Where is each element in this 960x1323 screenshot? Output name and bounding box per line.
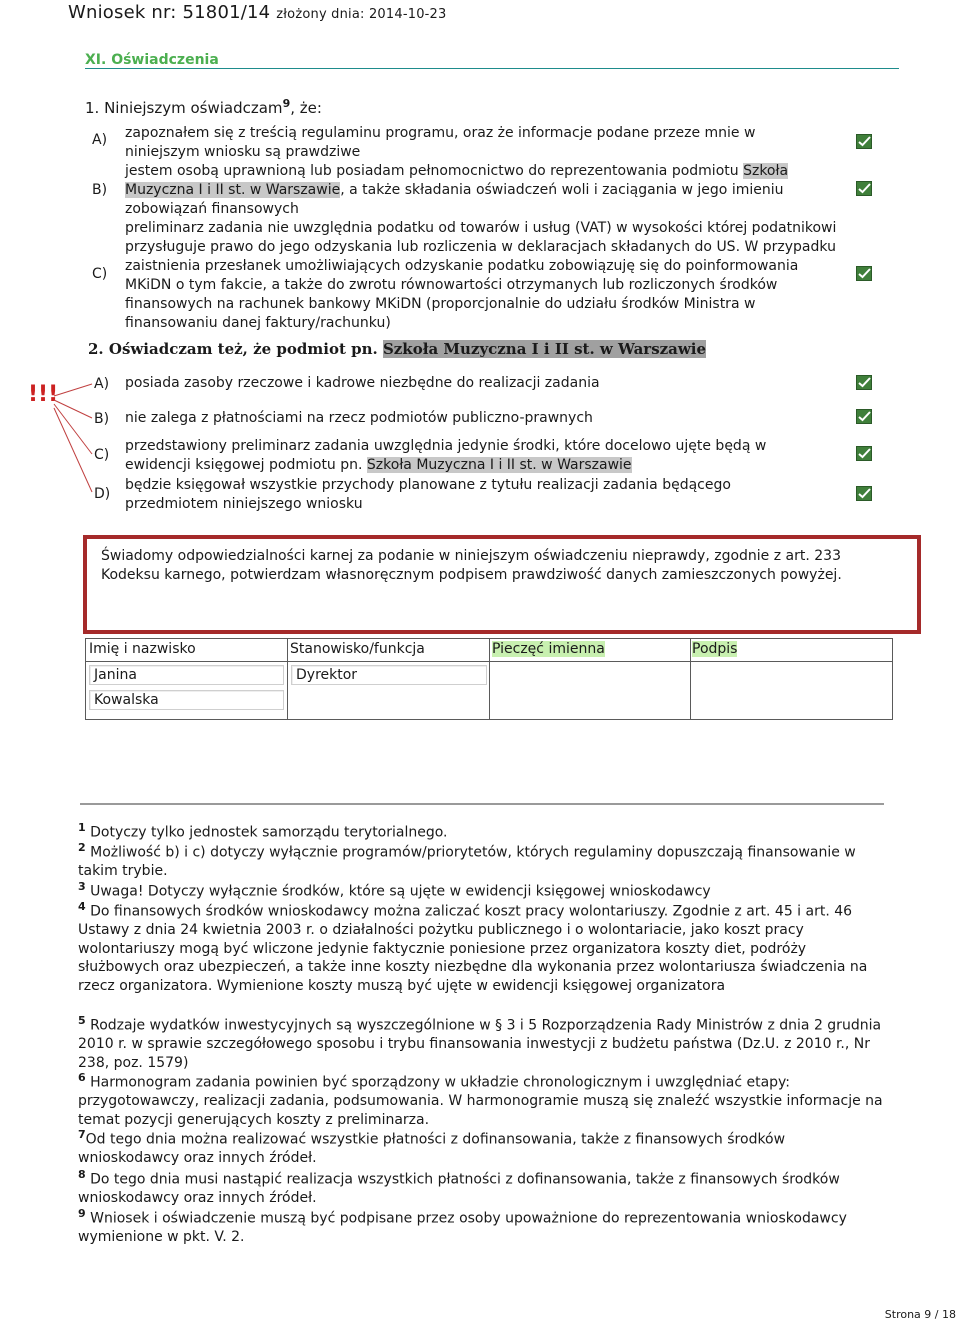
submission-date: złożony dnia: 2014-10-23 <box>276 7 447 22</box>
statement1-c-label: C) <box>92 266 108 282</box>
footnote-3: $^3$ Uwaga! Dotyczy wyłącznie środków, które są ujęte w ewidencji księgowej wnioskodawcy <box>78 880 711 900</box>
signature-table <box>85 638 893 720</box>
statement1-a-checkbox[interactable] <box>856 134 872 149</box>
footnote-7: $^7$Od tego dnia można realizować wszystkie płatności z dofinansowania, także z finansowych środków wnioskodawcy oraz innych źródeł. <box>78 1128 786 1167</box>
statement2-a-text: posiada zasoby rzeczowe i kadrowe niezbędne do realizacji zadania <box>125 375 600 391</box>
document-header <box>68 2 447 23</box>
check-icon <box>857 376 871 389</box>
footnote-4: $^4$ Do finansowych środków wnioskodawcy można zaliczać koszt pracy wolontariuszy. Zgodnie z art. 45 i art. 46 Ustawy z dnia 24 kwietnia 2003 r. o działalności pożytku publicznego i o wolontariacie, jako koszt pracy wolontariuszy mogą być wliczone jedynie faktycznie poniesione przez organizatora koszty diet, podróży służbowych oraz ubezpieczeń, a także inne koszty niezbędne dla wykonania przez wolontariusza świadczenia na rzecz organizatora. Wymienione koszty muszą być ujęte w ewidencji księgowej organizatora <box>78 900 868 994</box>
statement2-a-checkbox[interactable] <box>856 375 872 390</box>
check-icon <box>857 447 871 460</box>
statement2-b-label: B) <box>94 411 110 427</box>
check-icon <box>857 182 871 195</box>
footnote-2: $^2$ Możliwość b) i c) dotyczy wyłącznie programów/priorytetów, których regulaminy dopuszczają finansowanie w takim trybie. <box>78 841 856 880</box>
check-icon <box>857 487 871 500</box>
footnote-9: $^9$ Wniosek i oświadczenie muszą być podpisane przez osoby upoważnione do reprezentowania wnioskodawcy wymienione w pkt. V. 2. <box>78 1207 847 1246</box>
page-number: Strona 9 / 18 <box>884 1308 956 1321</box>
statement1-b-checkbox[interactable] <box>856 181 872 196</box>
statement1-c-text: preliminarz zadania nie uwzględnia podatku od towarów i usług (VAT) w wysokości której podatnikowi przysługuje prawo do jego odzyskania lub rozliczenia w deklaracjach składanych do US. W przypadku zaistnienia przesłanek umożliwiających odzyskanie podatku zobowiązuję się do poinformowania MKiDN o tym fakcie, a także do zwrotu równowartości otrzymanych lub rozliczonych środków finansowych na rachunek bankowy MKiDN (proporcjonalnie do udziału środków Ministra w finansowaniu danej faktury/rachunku) <box>125 220 837 331</box>
header-position: Stanowisko/funkcja <box>290 641 425 657</box>
statement2-d-label: D) <box>94 486 111 502</box>
declaration-text: Świadomy odpowiedzialności karnej za podanie w niniejszym oświadczeniu nieprawdy, zgodnie z art. 233 Kodeksu karnego, potwierdzam własnoręcznym podpisem prawdziwość danych zamieszczonych powyżej. <box>101 548 842 583</box>
check-icon <box>857 267 871 280</box>
footnote-5: $^5$ Rodzaje wydatków inwestycyjnych są wyszczególnione w § 3 i 5 Rozporządzenia Rady Ministrów z dnia 2 grudnia 2010 r. w sprawie szczegółowego sposobu i trybu finansowania inwestycji z budżetu państwa (Dz.U. z 2010 r., Nr 238, poz. 1579) <box>78 1014 882 1071</box>
statement1-b-text: jestem osobą uprawnioną lub posiadam pełnomocnictwo do reprezentowania podmiotu Szkoła Muzyczna I i II st. w Warszawie, a także składania oświadczeń woli i zaciągania w jego imieniu zobowiązań finansowych <box>125 163 789 217</box>
statement2-c-text: przedstawiony preliminarz zadania uwzględnia jedynie środki, które docelowo ujęte będą w ewidencji księgowej podmiotu pn. Szkoła Muzyczna I i II st. w Warszawie <box>125 438 767 473</box>
warning-marker: !!! <box>28 382 59 407</box>
application-number: Wniosek nr: 51801/14 <box>68 2 271 23</box>
footnote-1: $^1$ Dotyczy tylko jednostek samorządu terytorialnego. <box>78 821 448 841</box>
statement2-d-text: będzie księgował wszystkie przychody planowane z tytułu realizacji zadania będącego przedmiotem niniejszego wniosku <box>125 477 731 512</box>
section-divider <box>85 68 899 69</box>
first-name-field[interactable]: Janina <box>89 665 284 685</box>
statement1-a-label: A) <box>92 132 108 148</box>
check-icon <box>857 135 871 148</box>
check-icon <box>857 410 871 423</box>
header-stamp: Pieczęć imienna <box>492 641 605 657</box>
organization-name-highlight: Szkoła Muzyczna I i II st. w Warszawie <box>382 340 707 358</box>
header-name: Imię i nazwisko <box>89 641 196 657</box>
footnote-6: $^6$ Harmonogram zadania powinien być sporządzony w układzie chronologicznym i uwzględniać etapy: przygotowawczy, realizacji zadania, podsumowania. W harmonogramie muszą się znaleźć wszystkie informacje na temat pozycji generujących koszty z preliminarza. <box>78 1071 883 1128</box>
section-title: XI. Oświadczenia <box>85 52 219 68</box>
statement2-b-text: nie zalega z płatnościami na rzecz podmiotów publiczno-prawnych <box>125 410 593 426</box>
statement2-b-checkbox[interactable] <box>856 409 872 424</box>
statement2-c-checkbox[interactable] <box>856 446 872 461</box>
statement1-b-label: B) <box>92 182 108 198</box>
statement2-c-label: C) <box>94 447 110 463</box>
statement1-heading: 1. Niniejszym oświadczam$^9$, że: <box>85 97 322 117</box>
statement2-a-label: A) <box>94 376 110 392</box>
warning-arrows <box>52 374 96 504</box>
position-field[interactable]: Dyrektor <box>291 665 487 685</box>
header-signature: Podpis <box>692 641 738 657</box>
last-name-field[interactable]: Kowalska <box>89 690 284 710</box>
organization-name-highlight: Szkoła Muzyczna I i II st. w Warszawie <box>366 457 632 473</box>
statement1-a-text: zapoznałem się z treścią regulaminu programu, oraz że informacje podane przeze mnie w niniejszym wniosku są prawdziwe <box>125 125 756 160</box>
statement2-heading: 2. Oświadczam też, że podmiot pn. Szkoła Muzyczna I i II st. w Warszawie <box>88 340 707 358</box>
criminal-liability-declaration <box>83 535 921 634</box>
organization-name-highlight: Szkoła Muzyczna I i II st. w Warszawie <box>125 163 789 198</box>
footnote-divider <box>80 803 884 805</box>
statement2-d-checkbox[interactable] <box>856 486 872 501</box>
footnote-8: $^8$ Do tego dnia musi nastąpić realizacja wszystkich płatności z dofinansowania, także z finansowych środków wnioskodawcy oraz innych źródeł. <box>78 1168 840 1207</box>
statement1-c-checkbox[interactable] <box>856 266 872 281</box>
